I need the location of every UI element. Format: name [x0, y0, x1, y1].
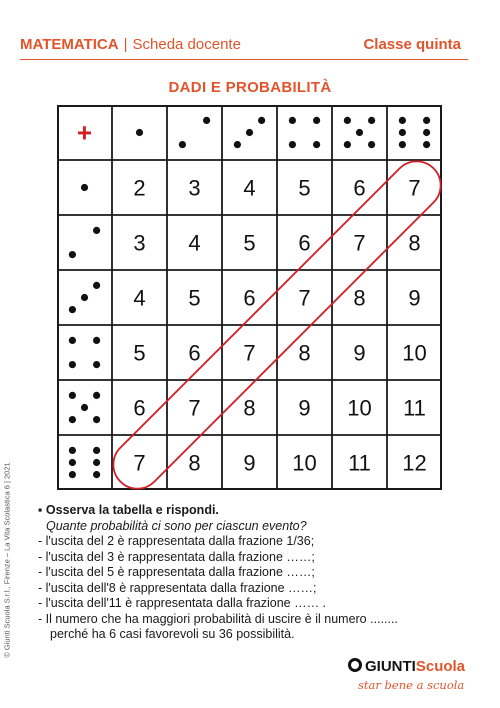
die-pip [69, 337, 76, 344]
die-face-row-4 [69, 337, 100, 368]
sum-cell: 11 [348, 450, 371, 476]
logo-brand-text: GIUNTI [365, 658, 416, 675]
sum-cell: 6 [298, 230, 311, 256]
die-pip [399, 129, 406, 136]
die-pip [368, 141, 375, 148]
die-pip [69, 392, 76, 399]
sum-cell: 10 [402, 340, 427, 366]
sum-cell: 5 [243, 230, 256, 256]
die-pip [313, 141, 320, 148]
sum-cell: 11 [403, 395, 426, 421]
die-face-col-5 [344, 117, 375, 148]
die-pip [93, 471, 100, 478]
die-pip [423, 141, 430, 148]
sum-cell: 6 [353, 175, 366, 201]
sum-cell: 9 [353, 340, 366, 366]
die-face-col-3 [234, 117, 265, 148]
sevens-highlight-loop [103, 151, 442, 490]
instruction-line: - Il numero che ha maggiori probabilità di uscire è il numero ........ [38, 611, 398, 626]
sum-cell: 6 [133, 395, 146, 421]
header-separator: | [123, 36, 128, 53]
die-pip [81, 294, 88, 301]
sum-cell: 9 [298, 395, 311, 421]
die-face-col-1 [136, 129, 143, 136]
sum-cell: 4 [243, 175, 256, 201]
die-pip [93, 227, 100, 234]
die-pip [69, 251, 76, 258]
die-pip [69, 306, 76, 313]
die-face-col-2 [179, 117, 210, 148]
instructions [38, 503, 458, 643]
die-face-row-6 [69, 447, 100, 478]
dice-sum-table [57, 105, 442, 490]
sum-cell: 3 [188, 175, 201, 201]
sum-cell: 9 [408, 285, 421, 311]
sum-cell: 8 [243, 395, 256, 421]
publisher-logo [348, 658, 468, 698]
die-face-col-4 [289, 117, 320, 148]
die-pip [69, 416, 76, 423]
sum-cell: 4 [188, 230, 201, 256]
die-pip [136, 129, 143, 136]
sum-cell: 9 [243, 450, 256, 476]
instruction-last-line: perché ha 6 casi favorevoli su 36 possibilità. [50, 627, 295, 641]
sum-cell: 5 [133, 340, 146, 366]
die-pip [81, 404, 88, 411]
die-pip [69, 361, 76, 368]
die-pip [93, 392, 100, 399]
logo-brand [348, 658, 465, 675]
die-pip [289, 117, 296, 124]
instruction-line: - l'uscita del 5 è rappresentata dalla frazione ……; [38, 565, 315, 579]
sum-cell: 5 [188, 285, 201, 311]
die-face-row-5 [69, 392, 100, 423]
logo-g-icon [348, 658, 362, 672]
sum-cell: 4 [133, 285, 146, 311]
logo-brand-accent: Scuola [415, 658, 466, 675]
sum-cell: 10 [347, 395, 372, 421]
die-pip [344, 141, 351, 148]
sum-cell: 10 [292, 450, 317, 476]
sum-cell: 7 [298, 285, 311, 311]
side-credit [0, 440, 14, 680]
instructions-heading: ▪ Osserva la tabella e rispondi. [38, 503, 219, 517]
sum-cell: 8 [298, 340, 311, 366]
page-header [20, 36, 475, 60]
die-pip [69, 471, 76, 478]
die-pip [93, 282, 100, 289]
die-pip [399, 141, 406, 148]
corner-plus: + [76, 117, 93, 148]
sum-cell: 7 [408, 175, 421, 201]
die-pip [289, 141, 296, 148]
sum-cell: 7 [353, 230, 366, 256]
die-pip [368, 117, 375, 124]
die-pip [423, 129, 430, 136]
die-pip [246, 129, 253, 136]
die-pip [93, 416, 100, 423]
sum-cell: 5 [298, 175, 311, 201]
logo-tagline: star bene a scuola [358, 678, 465, 692]
die-face-row-2 [69, 227, 100, 258]
class-label: Classe quinta [363, 36, 461, 53]
sum-cell: 8 [353, 285, 366, 311]
die-pip [93, 337, 100, 344]
die-pip [69, 447, 76, 454]
die-pip [344, 117, 351, 124]
instruction-line: - l'uscita del 3 è rappresentata dalla frazione ……; [38, 549, 315, 564]
header-left [20, 36, 241, 53]
side-credit-text: © Giunti Scuola S.r.l., Firenze – La Vita Scolastica 6 | 2021 [2, 462, 12, 658]
die-pip [313, 117, 320, 124]
subject-label: MATEMATICA [20, 36, 119, 53]
sum-cell: 12 [402, 450, 427, 476]
sum-cell: 6 [243, 285, 256, 311]
instruction-line: - l'uscita del 2 è rappresentata dalla frazione 1/36; [38, 534, 315, 548]
die-pip [234, 141, 241, 148]
instructions-question: Quante probabilità ci sono per ciascun evento? [46, 518, 307, 533]
die-pip [258, 117, 265, 124]
sum-cell: 3 [133, 230, 146, 256]
die-pip [203, 117, 210, 124]
sum-cell: 7 [188, 395, 201, 421]
die-face-row-1 [81, 184, 88, 191]
page-title: DADI E PROBABILITÀ [168, 79, 332, 96]
die-pip [399, 117, 406, 124]
die-pip [81, 184, 88, 191]
instructions-heading-text: Osserva la tabella e rispondi. [45, 503, 219, 517]
sum-cell: 8 [188, 450, 201, 476]
instruction-line: - l'uscita dell'11 è rappresentata dalla frazione …… . [38, 596, 327, 610]
sum-cell: 8 [408, 230, 421, 256]
sum-cell: 7 [243, 340, 256, 366]
die-pip [179, 141, 186, 148]
header-rule [20, 59, 468, 60]
die-pip [93, 459, 100, 466]
die-pip [356, 129, 363, 136]
die-face-col-6 [399, 117, 430, 148]
die-pip [93, 447, 100, 454]
die-pip [93, 361, 100, 368]
die-face-row-3 [69, 282, 100, 313]
sum-cell: 2 [133, 175, 146, 201]
sum-cell: 6 [188, 340, 201, 366]
die-pip [69, 459, 76, 466]
doc-type-label: Scheda docente [132, 36, 241, 53]
sum-cell: 7 [133, 450, 146, 476]
die-pip [423, 117, 430, 124]
instruction-line: - l'uscita dell'8 è rappresentata dalla frazione ……; [38, 580, 317, 595]
